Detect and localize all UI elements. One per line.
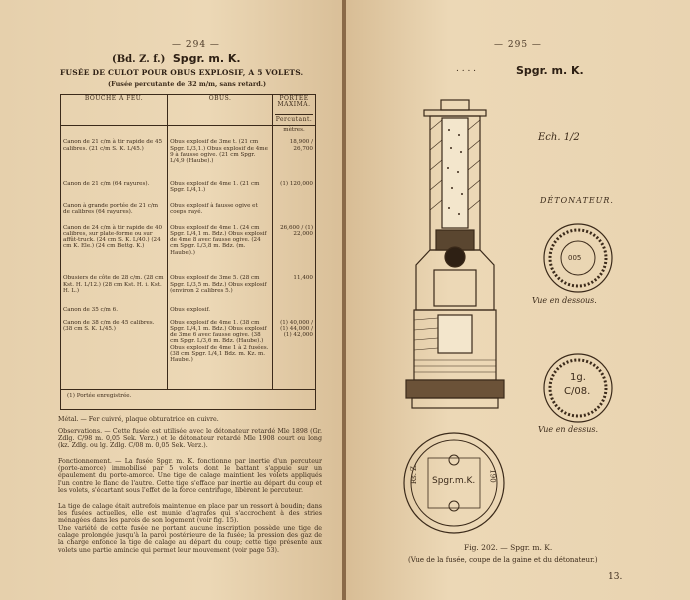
- vue-dessous-label: Vue en dessous.: [532, 296, 597, 305]
- page-title: Spgr. m. K.: [172, 52, 241, 65]
- fuse-section: [406, 100, 504, 408]
- col-percutant: Percutant.: [275, 116, 313, 124]
- table-row: [61, 180, 316, 202]
- cell-obus: Obus explosif de 4me 1. (38 cm Spgr. L/4,1 m. Bdz.) Obus explosif de 3me 6 avec fausse ogive. (38 cm Spgr. L/3,6 m. Bdz. (Haube).) Obus explosif de 4me 1 à 2 fusées. (38 cm Spgr. L/4,1 Bdz. m. Kz. m. Haube.): [168, 319, 273, 389]
- base-side-left: Rs. Z.: [410, 463, 419, 485]
- observations-paragraph: Observations. — Cette fusée est utilisée avec le détonateur retardé Mle 1898 (Gr. Zdlg. C/98 m. 0,05 Sek. Verz.) et le détonateur retardé Mle 1908 court ou long (kz. Zdlg. ou lg. Zdlg. C/08 m. 0,05 Sek. Verz.).: [58, 428, 322, 450]
- scale-label: Ech. 1/2: [538, 132, 580, 143]
- fuse-drawing: [346, 0, 690, 600]
- table-row: [61, 202, 316, 224]
- col-obus: OBUS.: [168, 95, 273, 126]
- page-number: — 295 —: [494, 40, 542, 50]
- variete-paragraph: Une variété de cette fusée ne portant aucune inscription possède une tige de calage prolongée jusqu'à la paroi postérieure de la fusée; la pression des gaz de la charge enfonce la tige de calage au départ du coup; cette tige présente aux volets une partie amincie qui permet leur mouvement (voir page 53).: [58, 525, 322, 554]
- cell-portee: [273, 202, 316, 224]
- table-row: [61, 319, 316, 389]
- base-side-right: 190: [488, 469, 497, 483]
- col-bouche: BOUCHE A FEU.: [61, 95, 168, 126]
- title-ref-text: (Bd. Z. f.): [112, 54, 166, 65]
- left-page: [0, 0, 344, 600]
- top-marking-2: C/08.: [564, 386, 591, 397]
- cell-bouche: Canon à grande portée de 21 c/m de calibres (64 rayures).: [63, 202, 159, 215]
- cell-bouche: Canon de 35 c/m 6.: [63, 307, 118, 314]
- cell-obus: Obus explosif de 3me t. (21 cm Spgr. L/3,1.) Obus explosif de 4me 9 à fausse ogive. (21 cm Spgr. L/4,9 (Haube).): [168, 138, 273, 179]
- col-metres: mètres.: [273, 125, 316, 138]
- detonateur-label: DÉTONATEUR.: [540, 196, 614, 205]
- metal-paragraph: Métal. — Fer cuivré, plaque obturatrice en cuivre.: [58, 416, 219, 423]
- cell-obus: Obus explosif à fausse ogive et coeps rayé.: [168, 202, 273, 224]
- cell-bouche: Canon de 21 c/m (64 rayures).: [63, 180, 150, 187]
- table-row: [61, 224, 316, 275]
- detonator-marking: 005: [568, 254, 582, 262]
- cell-obus: Obus explosif de 3me 5. (28 cm Spgr. L/3,5 m. Bdz.) Obus explosif (environ 2 calibres 5.): [168, 274, 273, 306]
- col-portee: [273, 95, 316, 126]
- subtitle-2: (Fusée percutante de 32 m/m, sans retard.): [108, 80, 267, 88]
- cell-obus: Obus explosif.: [168, 306, 273, 319]
- page-title: Spgr. m. K.: [516, 64, 584, 77]
- cell-portee: 11,400: [273, 274, 316, 306]
- cell-portee: 26,600 / (1) 22,000: [273, 224, 316, 275]
- page-number: — 294 —: [172, 40, 220, 50]
- cell-obus: Obus explosif de 4me 1. (24 cm Spgr. L/4,1 m. Bdz.) Obus explosif de 4me 8 avec fausse ogive. (24 cm Spgr. L/3,8 m. Bdz. (m. Haube).): [168, 224, 273, 275]
- top-marking-1: 1g.: [570, 372, 586, 383]
- cell-bouche: Canon de 21 c/m à tir rapide de 45 calibres. (21 c/m S. K. L/45.): [63, 139, 163, 152]
- cell-portee: [273, 306, 316, 319]
- figure-caption: Fig. 202. — Spgr. m. K.: [464, 543, 553, 552]
- fuse-table: [60, 94, 316, 410]
- tige-paragraph: La tige de calage était autrefois maintenue en place par un ressort à boudin; dans les fusées actuelles, elle est munie d'agrafes qui s'accrochent à des stries ménagées dans les parois de son logement (voir fig. 15).: [58, 503, 322, 525]
- cell-bouche: Canon de 24 c/m à tir rapide de 40 calibres, sur plate-forme ou sur affût-truck. (24 cm S. K. L/40.) (24 cm K. Ele.) (24 cm Bettg. K.): [63, 224, 163, 250]
- cell-portee: (1) 120,000: [273, 180, 316, 202]
- col-portee-label: PORTÉE MAXIMA.: [277, 95, 311, 109]
- fonctionnement-paragraph: Fonctionnement. — La fusée Spgr. m. K. fonctionne par inertie d'un percuteur (porte-amorce) immobilisé par 5 volets dont le battant s'appuie sur un épaulement du porte-amorce. Une tige de calage maintient les volets appliqués l'un contre le flanc de l'autre. Cette tige s'efface par inertie au départ du coup et les volets, s'écartant sous l'effet de la force centrifuge, libèrent le percuteur.: [58, 458, 322, 494]
- signature-mark: 13.: [608, 572, 623, 582]
- base-marking: Spgr.m.K.: [432, 476, 476, 486]
- title-ref: [112, 52, 241, 65]
- cell-portee: (1) 40,000 / (1) 44,000 / (1) 42,000: [273, 319, 316, 389]
- table-row: [61, 274, 316, 306]
- cell-obus: Obus explosif de 4me 1. (21 cm Spgr. L/4,1.): [168, 180, 273, 202]
- table-footnote: (1) Portée enregistrée.: [61, 389, 316, 409]
- right-page: [346, 0, 690, 600]
- cell-bouche: Obusiers de côte de 28 c/m. (28 cm Kst. H. L/12.) (28 cm Kst. H. i. Kst. H. L.): [63, 275, 164, 294]
- title-dots: . . . .: [456, 64, 477, 74]
- table-row: [61, 138, 316, 179]
- cell-bouche: Canon de 38 c/m de 45 calibres. (38 cm S. K. L/45.): [63, 319, 155, 332]
- cell-portee: 18,900 / 26,700: [273, 138, 316, 179]
- table-row: [61, 306, 316, 319]
- figure-subcaption: (Vue de la fusée, coupe de la gaine et du détonateur.): [408, 556, 598, 564]
- subtitle: FUSÉE DE CULOT POUR OBUS EXPLOSIF, A 5 VOLETS.: [60, 68, 304, 77]
- vue-dessus-label: Vue en dessus.: [538, 425, 598, 434]
